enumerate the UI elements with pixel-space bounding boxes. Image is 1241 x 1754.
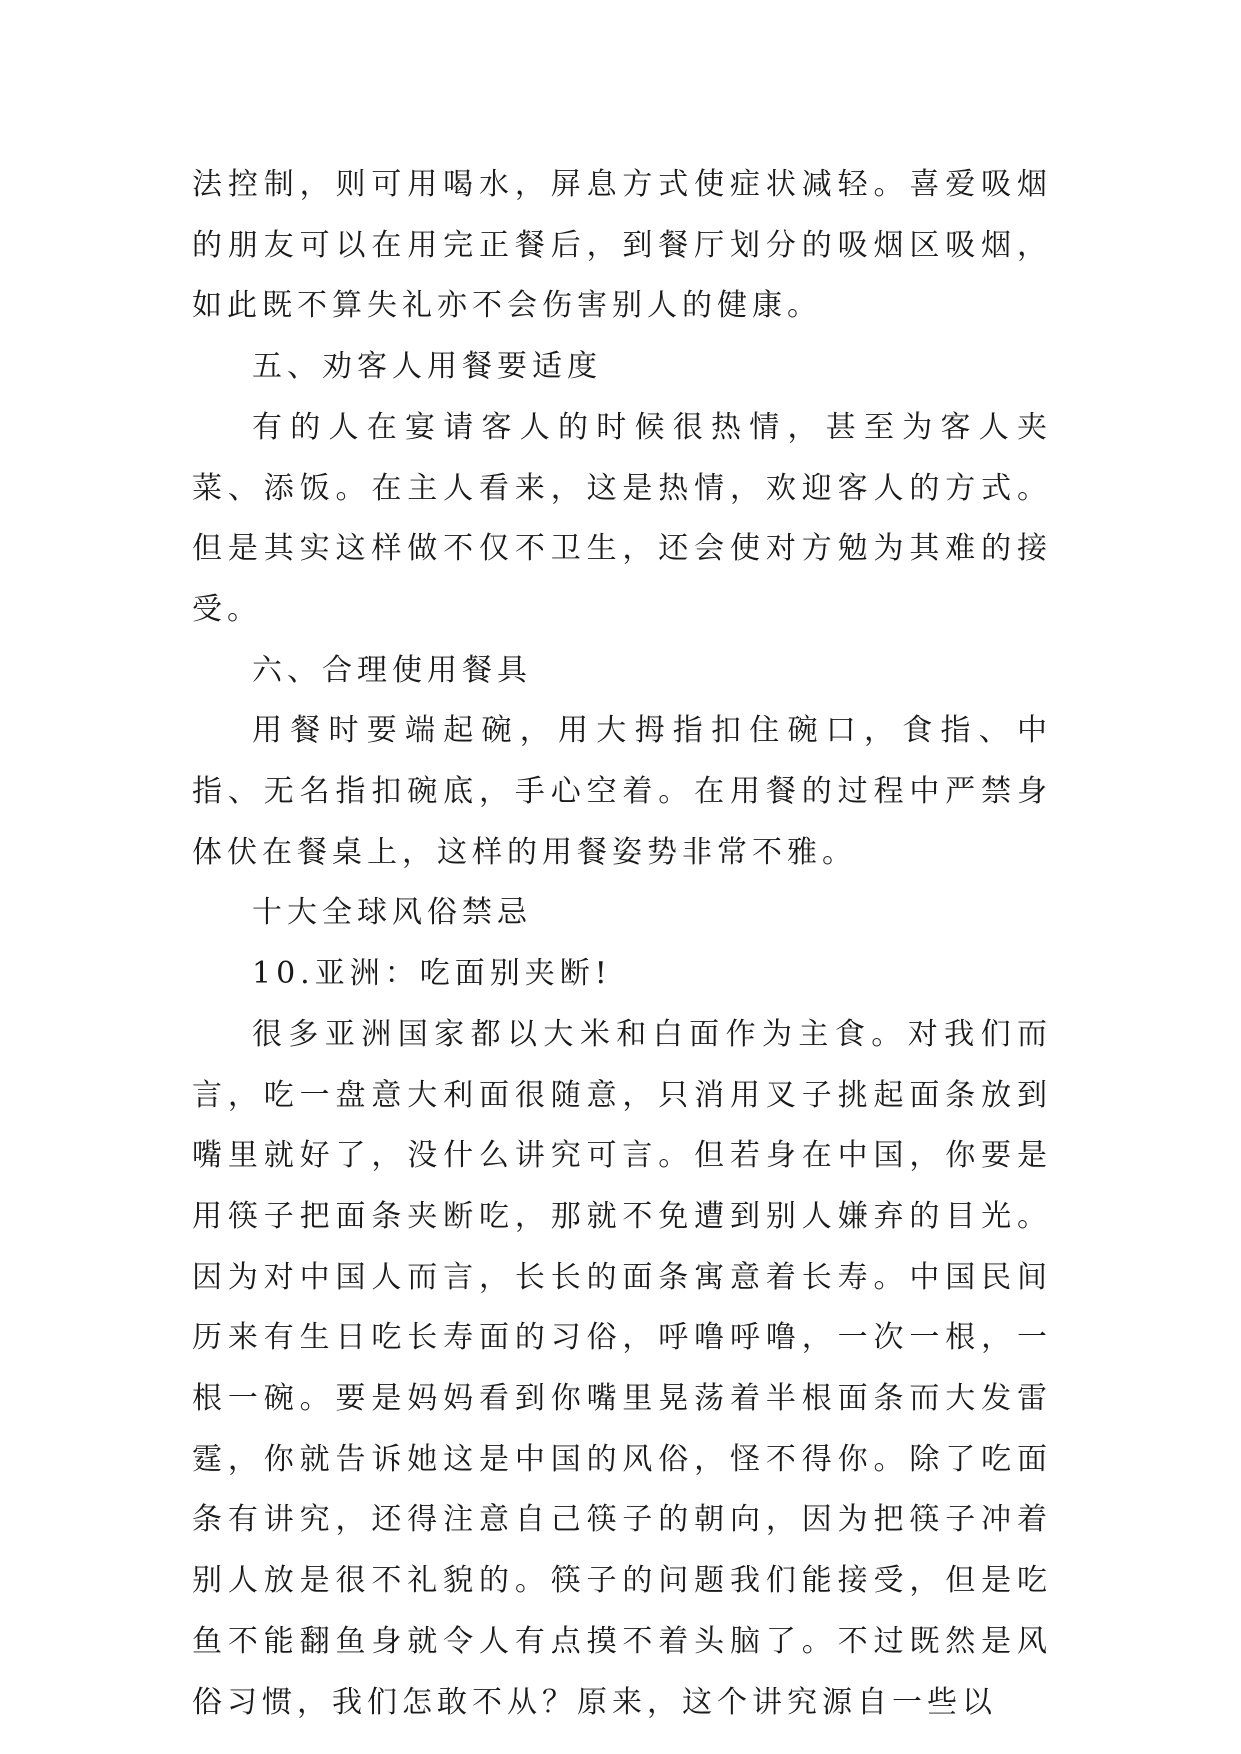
paragraph-moderate-hospitality: 有的人在宴请客人的时候很热情，甚至为客人夹菜、添饭。在主人看来，这是热情，欢迎客人的方式。但是其实这样做不仅不卫生，还会使对方勉为其难的接受。 bbox=[192, 409, 1052, 627]
heading-asia-noodles: 10.亚洲：吃面别夹断! bbox=[252, 956, 612, 992]
document-body bbox=[192, 155, 1052, 1733]
paragraph-tableware-use: 用餐时要端起碗，用大拇指扣住碗口，食指、中指、无名指扣碗底，手心空着。在用餐的过程中严禁身体伏在餐桌上，这样的用餐姿势非常不雅。 bbox=[192, 713, 1052, 870]
heading-moderate-hospitality: 五、劝客人用餐要适度 bbox=[252, 349, 602, 385]
heading-tableware-use: 六、合理使用餐具 bbox=[252, 652, 532, 688]
paragraph-hiccup-smoking: 法控制，则可用喝水，屏息方式使症状减轻。喜爱吸烟的朋友可以在用完正餐后，到餐厅划分的吸烟区吸烟，如此既不算失礼亦不会伤害别人的健康。 bbox=[192, 167, 1052, 324]
heading-global-taboos: 十大全球风俗禁忌 bbox=[252, 895, 532, 931]
paragraph-asia-noodles: 很多亚洲国家都以大米和白面作为主食。对我们而言，吃一盘意大利面很随意，只消用叉子挑起面条放到嘴里就好了，没什么讲究可言。但若身在中国，你要是用筷子把面条夹断吃，那就不免遭到别人嫌弃的目光。因为对中国人而言，长长的面条寓意着长寿。中国民间历来有生日吃长寿面的习俗，呼噜呼噜，一次一根，一根一碗。要是妈妈看到你嘴里晃荡着半根面条而大发雷霆，你就告诉她这是中国的风俗，怪不得你。除了吃面条有讲究，还得注意自己筷子的朝向，因为把筷子冲着别人放是很不礼貌的。筷子的问题我们能接受，但是吃鱼不能翻鱼身就令人有点摸不着头脑了。不过既然是风俗习惯，我们怎敢不从？原来，这个讲究源自一些以 bbox=[192, 1016, 1052, 1720]
